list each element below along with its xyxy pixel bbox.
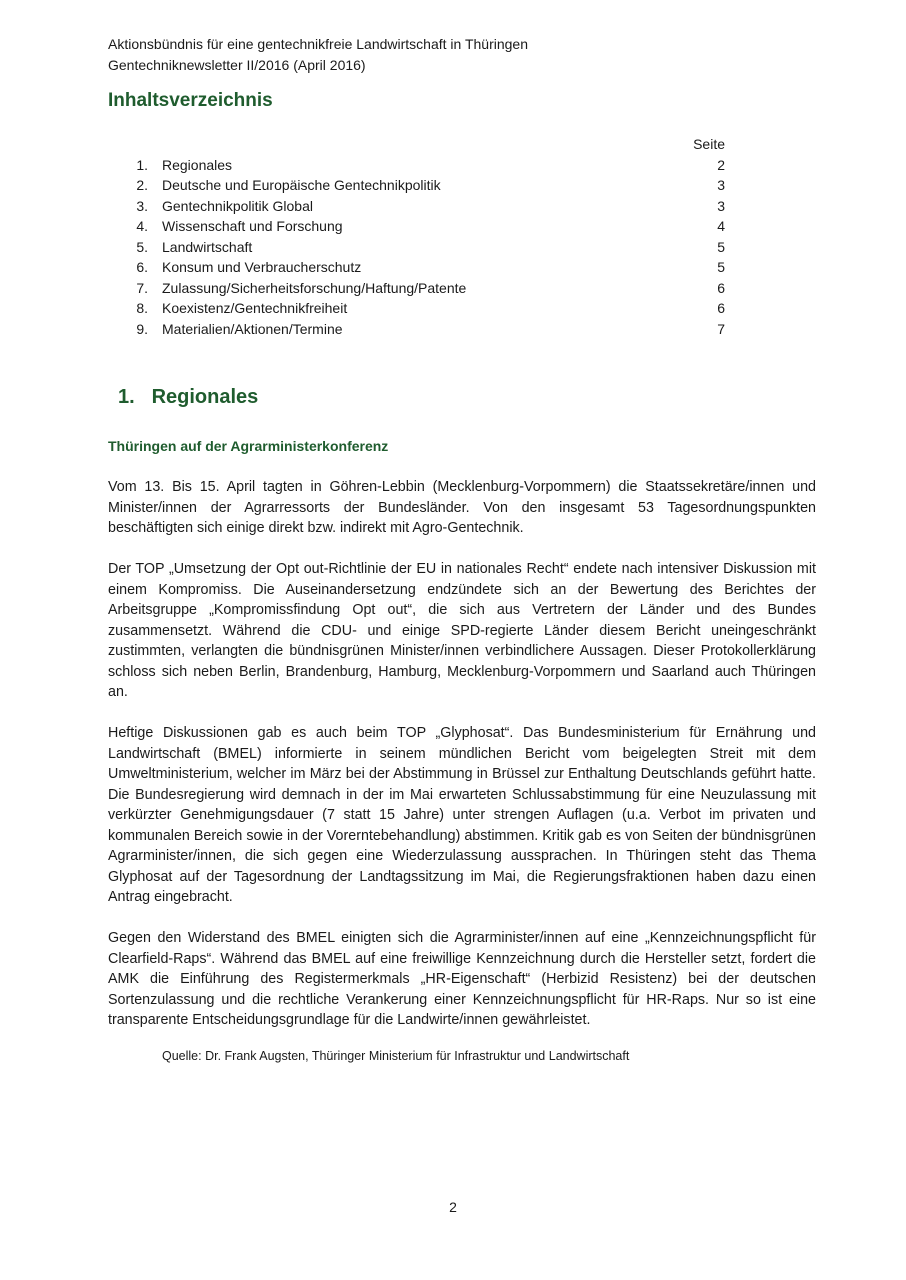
toc-entry-number: 5.	[136, 238, 148, 255]
toc-entry	[108, 155, 728, 176]
toc-entry	[108, 298, 728, 319]
toc-entry-title: Zulassung/Sicherheitsforschung/Haftung/Patente	[162, 279, 467, 296]
toc-entry-title: Konsum und Verbraucherschutz	[162, 259, 362, 275]
toc-entry-number: 4.	[136, 218, 148, 234]
toc-heading: Inhaltsverzeichnis	[108, 90, 273, 111]
article-paragraph: Gegen den Widerstand des BMEL einigten sich die Agrarminister/innen auf eine „Kennzeichnungspflicht für Clearfield-Raps“. Während das BMEL auf eine freiwillige Kennzeichnung durch die Hersteller setzt, fordert die AMK die Einführung des Registermerkmals „HR-Eigenschaft“ (Herbizid Resistenz) bei der deutschen Sortenzulassung und die rechtliche Verankerung einer Kennzeichnungspflicht für HR-Raps. Nur so ist eine transparente Entscheidungsgrundlage für die Landwirte/innen gewährleistet.	[108, 930, 816, 1028]
table-of-contents	[108, 134, 728, 339]
section-number: 1.	[118, 386, 135, 408]
toc-entry-page: 5	[717, 259, 725, 275]
toc-entry-page: 3	[717, 177, 725, 193]
toc-entry-title: Landwirtschaft	[162, 238, 253, 255]
page-header	[108, 34, 528, 76]
toc-entry-number: 9.	[136, 320, 148, 337]
article-source: Quelle: Dr. Frank Augsten, Thüringer Ministerium für Infrastruktur und Landwirtschaft	[162, 1049, 630, 1063]
toc-entry-number: 2.	[136, 177, 148, 193]
toc-entry-title: Wissenschaft und Forschung	[162, 218, 343, 234]
toc-entry-number: 7.	[136, 279, 148, 296]
section-heading	[118, 383, 258, 411]
article-paragraph: Heftige Diskussionen gab es auch beim TOP „Glyphosat“. Das Bundesministerium für Ernährung und Landwirtschaft (BMEL) informierte in seinem mündlichen Bericht vom beigelegten Streit mit dem Umweltministerium, welcher im März bei der Abstimmung in Brüssel zur Enthaltung Deutschlands geführt hatte. Die Bundesregierung wird demnach in der im Mai erwarteten Schlussabstimmung für eine Neuzulassung mit verkürzter Genehmigungsdauer (7 statt 15 Jahre) unter strengen Auflagen (u.a. Verbot im privaten und kommunalen Bereich sowie in der Vorerntebehandlung) abstimmen. Kritik gab es von Seiten der bündnisgrünen Agrarminister/innen, die sich gegen eine Wiederzulassung aussprachen. In Thüringen steht das Thema Glyphosat auf der Tagesordnung der Landtagssitzung im Mai, die Regierungsfraktionen haben dazu einen Antrag eingebracht.	[108, 725, 816, 905]
header-organization: Aktionsbündnis für eine gentechnikfreie Landwirtschaft in Thüringen	[108, 36, 528, 52]
toc-entry-number: 6.	[136, 259, 148, 275]
toc-entry-page: 4	[717, 218, 725, 234]
toc-entry	[108, 278, 728, 299]
toc-entry-page: 7	[717, 320, 725, 337]
article-paragraph: Der TOP „Umsetzung der Opt out-Richtlinie der EU in nationales Recht“ endete nach intensiver Diskussion mit einem Kompromiss. Die Auseinandersetzung endzündete sich an der Bewertung des Berichtes der Arbeitsgruppe „Kompromissfindung Opt out“, die sich aus Vertretern der Länder und des Bundes zusammensetzt. Während die CDU- und einige SPD-regierte Länder diesem Bericht uneingeschränkt zustimmten, verlangten die bündnisgrünen Minister/innen verbindlichere Aussagen. Dieser Protokollerklärung schloss sich neben Berlin, Brandenburg, Hamburg, Mecklenburg-Vorpommern und Saarland auch Thüringen an.	[108, 561, 816, 700]
toc-entry	[108, 196, 728, 217]
toc-page-column-label: Seite	[693, 136, 725, 152]
toc-entry-number: 3.	[136, 197, 148, 214]
toc-entry-page: 2	[717, 156, 725, 173]
section-title: Regionales	[151, 386, 259, 408]
toc-entry-title: Regionales	[162, 156, 233, 173]
article-heading: Thüringen auf der Agrarministerkonferenz	[108, 438, 389, 454]
toc-entry-number: 8.	[136, 300, 148, 316]
toc-entry-page: 6	[717, 279, 725, 296]
toc-list	[108, 155, 728, 340]
article-body	[108, 477, 816, 1051]
toc-entry-title: Koexistenz/Gentechnikfreiheit	[162, 300, 348, 316]
toc-entry-title: Deutsche und Europäische Gentechnikpolitik	[162, 177, 441, 193]
page-number: 2	[449, 1199, 457, 1215]
toc-entry	[108, 175, 728, 196]
toc-entry-title: Materialien/Aktionen/Termine	[162, 320, 343, 337]
article-paragraph: Vom 13. Bis 15. April tagten in Göhren-Lebbin (Mecklenburg-Vorpommern) die Staatssekretäre/innen und Minister/innen der Agrarressorts der Bundesländer. Von den insgesamt 53 Tagesordnungspunkten beschäftigten sich einige direkt bzw. indirekt mit Agro-Gentechnik.	[108, 479, 816, 536]
toc-entry	[108, 237, 728, 258]
toc-entry-page: 6	[717, 300, 725, 316]
toc-entry-page: 3	[717, 197, 725, 214]
header-newsletter-issue: Gentechniknewsletter II/2016 (April 2016)	[108, 57, 366, 73]
toc-entry	[108, 216, 728, 237]
toc-entry-title: Gentechnikpolitik Global	[162, 197, 313, 214]
toc-entry	[108, 257, 728, 278]
toc-entry	[108, 319, 728, 340]
toc-entry-page: 5	[717, 238, 725, 255]
toc-entry-number: 1.	[136, 156, 148, 173]
